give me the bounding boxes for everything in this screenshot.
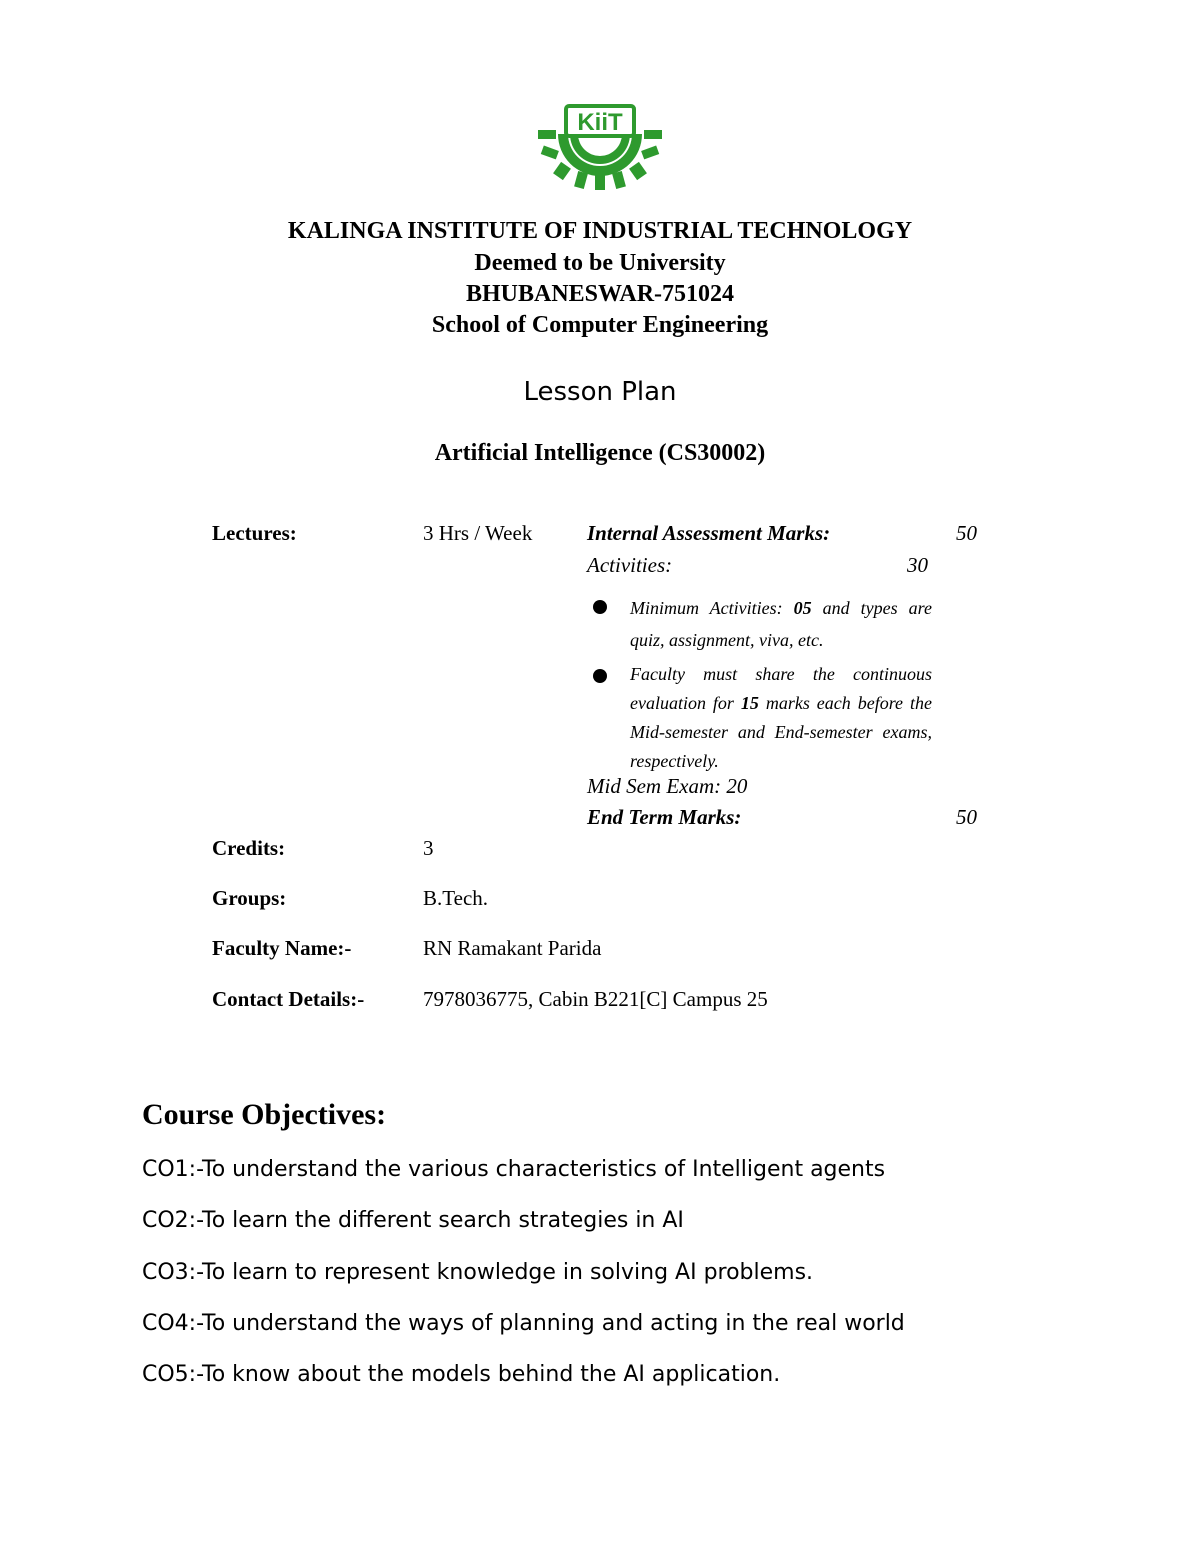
institute-name: KALINGA INSTITUTE OF INDUSTRIAL TECHNOLOGY [287,218,913,244]
internal-assessment-label: Internal Assessment Marks: [587,521,831,545]
objective-item: CO1:-To understand the various characteristics of Intelligent agents [142,1157,886,1182]
faculty-label: Faculty Name:- [212,936,352,960]
objective-item: CO5:-To know about the models behind the AI application. [142,1362,781,1387]
activities-bullet-1: Minimum Activities: 05 and types are quiz, assignment, viva, etc. [630,598,932,650]
university-status: Deemed to be University [474,250,726,276]
groups-label: Groups: [212,886,287,910]
city-pin: BHUBANESWAR-751024 [465,281,735,307]
contact-value: 7978036775, Cabin B221[C] Campus 25 [423,987,768,1011]
credits-label: Credits: [212,836,286,860]
doc-title: Lesson Plan [523,377,677,407]
lectures-label: Lectures: [212,521,297,545]
groups-value: B.Tech. [423,886,489,910]
school-name: School of Computer Engineering [431,312,769,338]
end-term-label: End Term Marks: [587,805,742,829]
logo-text: KiiT [577,109,623,136]
faculty-value: RN Ramakant Parida [423,936,602,960]
lectures-value: 3 Hrs / Week [423,521,533,545]
bullet-icon [593,669,607,683]
end-term-value: 50 [956,805,977,829]
internal-assessment-value: 50 [956,521,977,545]
bullet-icon [593,600,607,614]
objective-item: CO4:-To understand the ways of planning and acting in the real world [142,1311,905,1336]
course-title: Artificial Intelligence (CS30002) [434,440,766,466]
objective-item: CO2:-To learn the different search strategies in AI [142,1208,684,1233]
mid-sem-exam: Mid Sem Exam: 20 [587,774,748,798]
credits-value: 3 [423,836,434,860]
objective-item: CO3:-To learn to represent knowledge in solving AI problems. [142,1260,814,1285]
activities-label: Activities: [587,553,673,577]
activities-value: 30 [907,553,928,577]
objectives-title: Course Objectives: [142,1098,387,1131]
contact-label: Contact Details:- [212,987,365,1011]
activities-bullet-2: Faculty must share the continuous evaluation for 15 marks each before the Mid-semester and End-semester exams, respectively. [630,664,932,771]
kiit-logo [536,104,664,190]
